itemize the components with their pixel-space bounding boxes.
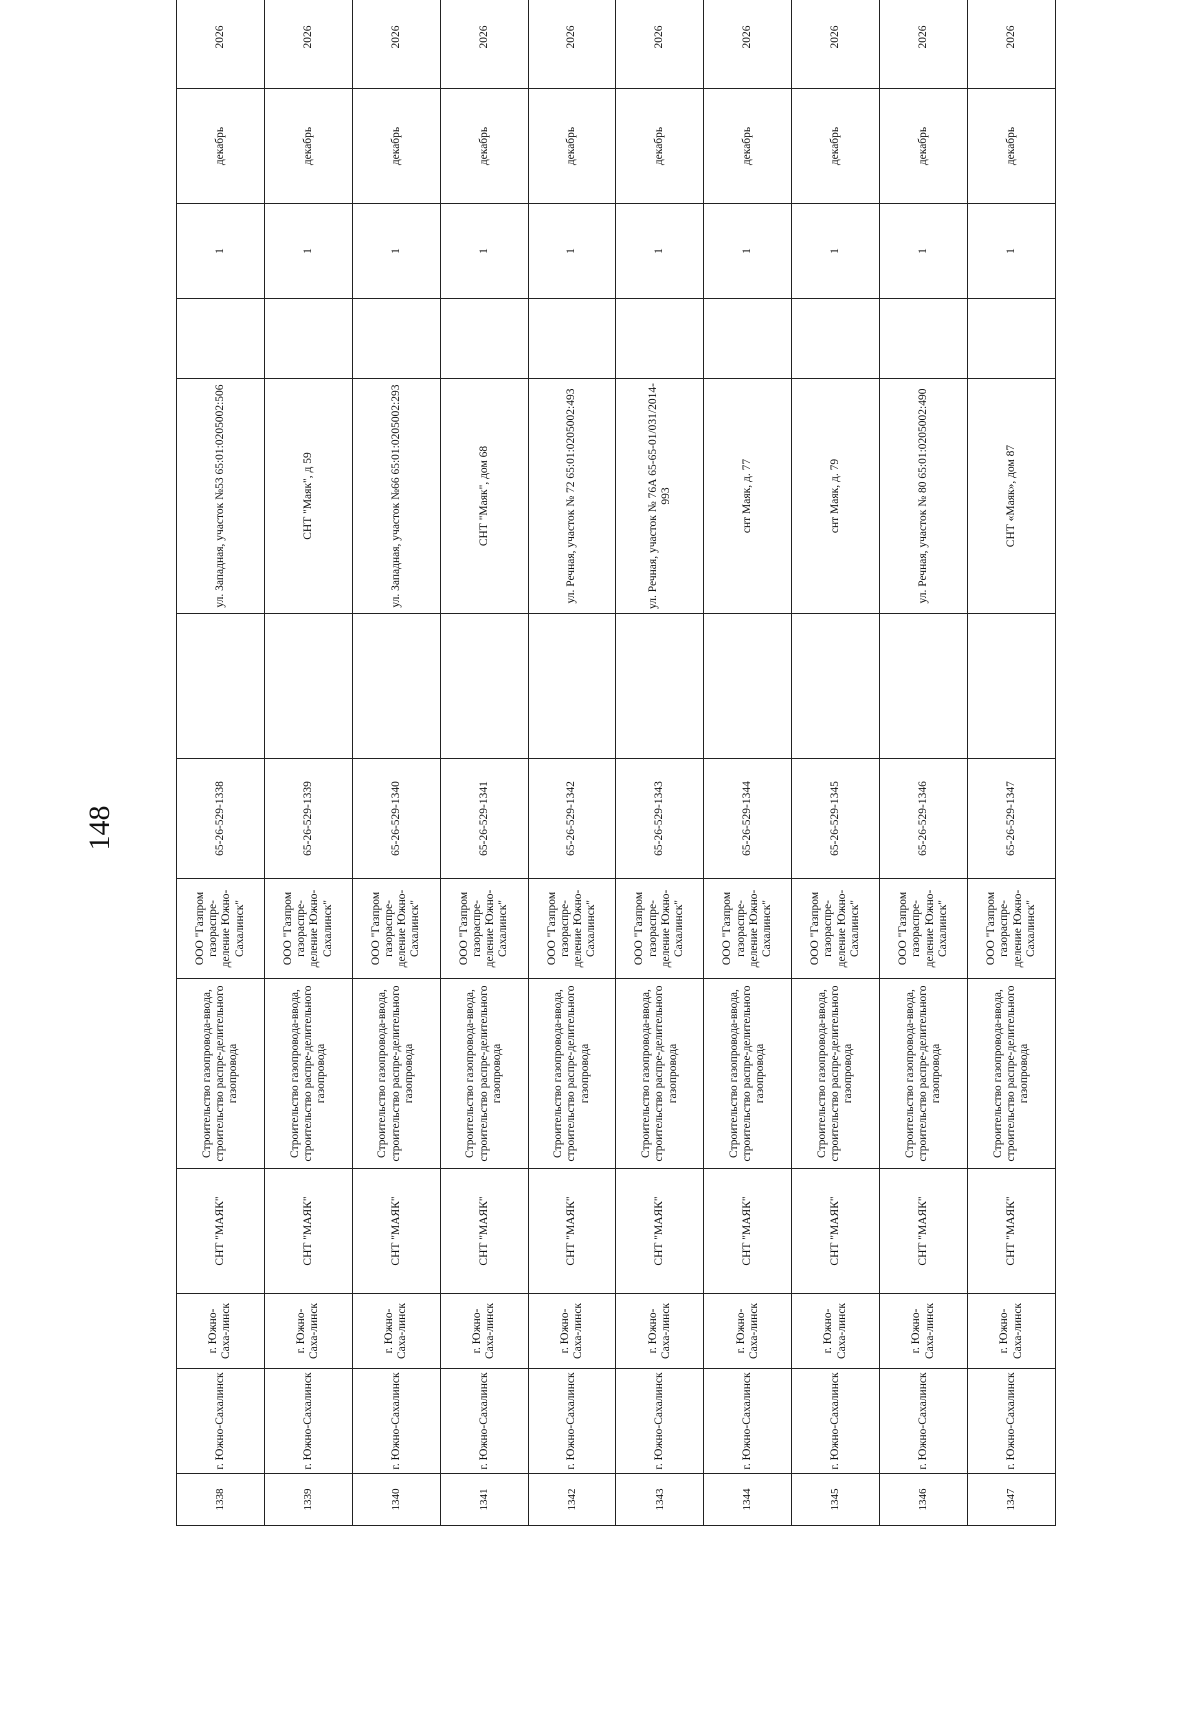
settlement: г. Южно-Саха-линск (616, 1294, 704, 1369)
quantity: 1 (792, 204, 880, 299)
address: снт Маяк, д. 77 (704, 379, 792, 614)
gas-company: ООО "Газпром газораспре-деление Южно-Сахалинск" (528, 879, 616, 979)
quantity: 1 (528, 204, 616, 299)
blank-cell (880, 299, 968, 379)
municipality: г. Южно-Сахалинск (177, 1369, 265, 1474)
address: ул. Западная, участок №53 65:01:0205002:506 (177, 379, 265, 614)
row-number: 1345 (792, 1474, 880, 1526)
table-row (352, 0, 440, 1526)
municipality: г. Южно-Сахалинск (528, 1369, 616, 1474)
applicant: СНТ "МАЯК" (880, 1169, 968, 1294)
blank-cell (264, 614, 352, 759)
municipality: г. Южно-Сахалинск (880, 1369, 968, 1474)
blank-cell (880, 614, 968, 759)
blank-cell (177, 299, 265, 379)
municipality: г. Южно-Сахалинск (792, 1369, 880, 1474)
completion-year: 2026 (704, 0, 792, 89)
settlement: г. Южно-Саха-линск (352, 1294, 440, 1369)
address: СНТ "Маяк", дом 68 (440, 379, 528, 614)
row-number: 1341 (440, 1474, 528, 1526)
row-number: 1340 (352, 1474, 440, 1526)
completion-month: декабрь (880, 89, 968, 204)
work-description: Строительство газопровода-ввода, строительство распре-делительного газопровода (968, 979, 1056, 1169)
rotated-table-frame (176, 25, 1056, 1526)
work-description: Строительство газопровода-ввода, строительство распре-делительного газопровода (177, 979, 265, 1169)
object-code: 65-26-529-1342 (528, 759, 616, 879)
quantity: 1 (704, 204, 792, 299)
row-number: 1342 (528, 1474, 616, 1526)
gas-company: ООО "Газпром газораспре-деление Южно-Сахалинск" (968, 879, 1056, 979)
gas-connection-table (176, 0, 1056, 1526)
blank-cell (704, 299, 792, 379)
object-code: 65-26-529-1343 (616, 759, 704, 879)
table-row (968, 0, 1056, 1526)
work-description: Строительство газопровода-ввода, строительство распре-делительного газопровода (792, 979, 880, 1169)
object-code: 65-26-529-1341 (440, 759, 528, 879)
address: ул. Речная, участок № 76А 65-65-01/031/2014-993 (616, 379, 704, 614)
gas-company: ООО "Газпром газораспре-деление Южно-Сахалинск" (440, 879, 528, 979)
blank-cell (968, 614, 1056, 759)
completion-month: декабрь (352, 89, 440, 204)
table-row (177, 0, 265, 1526)
work-description: Строительство газопровода-ввода, строительство распре-делительного газопровода (352, 979, 440, 1169)
row-number: 1339 (264, 1474, 352, 1526)
table-row (264, 0, 352, 1526)
completion-month: декабрь (177, 89, 265, 204)
blank-cell (177, 614, 265, 759)
work-description: Строительство газопровода-ввода, строительство распре-делительного газопровода (616, 979, 704, 1169)
settlement: г. Южно-Саха-линск (704, 1294, 792, 1369)
completion-year: 2026 (440, 0, 528, 89)
address: ул. Речная, участок № 72 65:01:0205002:493 (528, 379, 616, 614)
applicant: СНТ "МАЯК" (616, 1169, 704, 1294)
blank-cell (792, 614, 880, 759)
applicant: СНТ "МАЯК" (528, 1169, 616, 1294)
work-description: Строительство газопровода-ввода, строительство распре-делительного газопровода (880, 979, 968, 1169)
object-code: 65-26-529-1344 (704, 759, 792, 879)
table-row (880, 0, 968, 1526)
table-row (704, 0, 792, 1526)
quantity: 1 (968, 204, 1056, 299)
completion-year: 2026 (792, 0, 880, 89)
table-row (440, 0, 528, 1526)
object-code: 65-26-529-1338 (177, 759, 265, 879)
completion-month: декабрь (440, 89, 528, 204)
settlement: г. Южно-Саха-линск (528, 1294, 616, 1369)
document-table-container (176, 25, 1056, 1526)
object-code: 65-26-529-1345 (792, 759, 880, 879)
municipality: г. Южно-Сахалинск (264, 1369, 352, 1474)
object-code: 65-26-529-1346 (880, 759, 968, 879)
municipality: г. Южно-Сахалинск (704, 1369, 792, 1474)
settlement: г. Южно-Саха-линск (968, 1294, 1056, 1369)
gas-company: ООО "Газпром газораспре-деление Южно-Сахалинск" (177, 879, 265, 979)
row-number: 1346 (880, 1474, 968, 1526)
row-number: 1338 (177, 1474, 265, 1526)
completion-month: декабрь (704, 89, 792, 204)
gas-company: ООО "Газпром газораспре-деление Южно-Сахалинск" (704, 879, 792, 979)
gas-company: ООО "Газпром газораспре-деление Южно-Сахалинск" (880, 879, 968, 979)
address: СНТ "Маяк", д 59 (264, 379, 352, 614)
applicant: СНТ "МАЯК" (264, 1169, 352, 1294)
completion-month: декабрь (528, 89, 616, 204)
address: ул. Речная, участок № 80 65:01:0205002:490 (880, 379, 968, 614)
table-row (792, 0, 880, 1526)
municipality: г. Южно-Сахалинск (968, 1369, 1056, 1474)
completion-month: декабрь (264, 89, 352, 204)
blank-cell (352, 614, 440, 759)
completion-year: 2026 (616, 0, 704, 89)
completion-year: 2026 (528, 0, 616, 89)
applicant: СНТ "МАЯК" (968, 1169, 1056, 1294)
settlement: г. Южно-Саха-линск (440, 1294, 528, 1369)
row-number: 1343 (616, 1474, 704, 1526)
completion-year: 2026 (968, 0, 1056, 89)
applicant: СНТ "МАЯК" (177, 1169, 265, 1294)
blank-cell (528, 614, 616, 759)
blank-cell (968, 299, 1056, 379)
completion-year: 2026 (177, 0, 265, 89)
address: ул. Западная, участок №66 65:01:0205002:293 (352, 379, 440, 614)
quantity: 1 (264, 204, 352, 299)
applicant: СНТ "МАЯК" (704, 1169, 792, 1294)
work-description: Строительство газопровода-ввода, строительство распре-делительного газопровода (264, 979, 352, 1169)
settlement: г. Южно-Саха-линск (177, 1294, 265, 1369)
object-code: 65-26-529-1339 (264, 759, 352, 879)
gas-company: ООО "Газпром газораспре-деление Южно-Сахалинск" (792, 879, 880, 979)
municipality: г. Южно-Сахалинск (352, 1369, 440, 1474)
row-number: 1344 (704, 1474, 792, 1526)
blank-cell (616, 299, 704, 379)
blank-cell (792, 299, 880, 379)
applicant: СНТ "МАЯК" (440, 1169, 528, 1294)
blank-cell (440, 614, 528, 759)
address: СНТ «Маяк», дом 87 (968, 379, 1056, 614)
gas-company: ООО "Газпром газораспре-деление Южно-Сахалинск" (264, 879, 352, 979)
settlement: г. Южно-Саха-линск (792, 1294, 880, 1369)
table-row (616, 0, 704, 1526)
settlement: г. Южно-Саха-линск (880, 1294, 968, 1369)
blank-cell (264, 299, 352, 379)
row-number: 1347 (968, 1474, 1056, 1526)
object-code: 65-26-529-1340 (352, 759, 440, 879)
blank-cell (440, 299, 528, 379)
work-description: Строительство газопровода-ввода, строительство распре-делительного газопровода (440, 979, 528, 1169)
work-description: Строительство газопровода-ввода, строительство распре-делительного газопровода (704, 979, 792, 1169)
municipality: г. Южно-Сахалинск (616, 1369, 704, 1474)
quantity: 1 (880, 204, 968, 299)
settlement: г. Южно-Саха-линск (264, 1294, 352, 1369)
address: снт Маяк, д. 79 (792, 379, 880, 614)
applicant: СНТ "МАЯК" (352, 1169, 440, 1294)
applicant: СНТ "МАЯК" (792, 1169, 880, 1294)
blank-cell (528, 299, 616, 379)
completion-year: 2026 (264, 0, 352, 89)
table-body (177, 0, 1056, 1526)
work-description: Строительство газопровода-ввода, строительство распре-делительного газопровода (528, 979, 616, 1169)
completion-year: 2026 (880, 0, 968, 89)
quantity: 1 (177, 204, 265, 299)
blank-cell (352, 299, 440, 379)
blank-cell (704, 614, 792, 759)
completion-month: декабрь (792, 89, 880, 204)
completion-year: 2026 (352, 0, 440, 89)
quantity: 1 (616, 204, 704, 299)
object-code: 65-26-529-1347 (968, 759, 1056, 879)
quantity: 1 (440, 204, 528, 299)
page-number: 148 (83, 805, 116, 851)
quantity: 1 (352, 204, 440, 299)
municipality: г. Южно-Сахалинск (440, 1369, 528, 1474)
completion-month: декабрь (616, 89, 704, 204)
blank-cell (616, 614, 704, 759)
completion-month: декабрь (968, 89, 1056, 204)
table-row (528, 0, 616, 1526)
gas-company: ООО "Газпром газораспре-деление Южно-Сахалинск" (616, 879, 704, 979)
gas-company: ООО "Газпром газораспре-деление Южно-Сахалинск" (352, 879, 440, 979)
